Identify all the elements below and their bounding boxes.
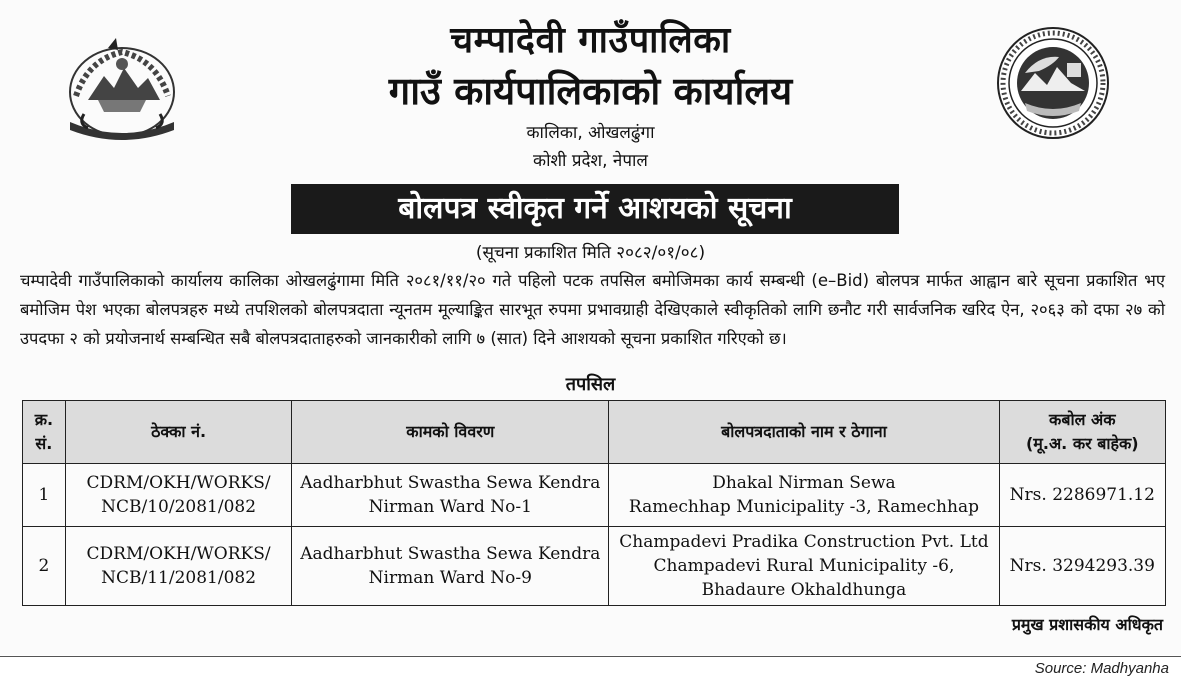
bidder-line2: Champadevi Rural Municipality -6, [653,556,955,576]
header-sn-line2: सं. [35,434,53,453]
source-credit: Source: Madhyanha [1034,660,1169,677]
signatory-title: प्रमुख प्रशासकीय अधिकृत [1011,615,1163,634]
bidder-line2: Ramechhap Municipality -3, Ramechhap [628,497,979,517]
notice-banner-title: बोलपत्र स्वीकृत गर्ने आशयको सूचना [291,184,899,234]
table-row [23,527,1166,606]
header-sn [23,401,66,464]
header-bidder: बोलपत्रदाताको नाम र ठेगाना [609,401,999,464]
header-sn-line1: क्र. [34,410,54,429]
cell-bidder [609,464,999,527]
contract-no-line1: CDRM/OKH/WORKS/ [86,544,271,564]
bidder-line3: Bhadaure Okhaldhunga [701,580,907,600]
work-desc-line1: Aadharbhut Swastha Sewa Kendra [300,544,601,564]
cell-sn: 1 [23,464,66,527]
notice-body: चम्पादेवी गाउँपालिकाको कार्यालय कालिका ओखलढुंगामा मिति २०८१/११/२० गते पहिलो पटक तपसिल बमोजिमका कार्य सम्बन्धी (e–Bid) बोलपत्र मार्फत आह्वान बारे सूचना प्रकाशित भए बमोजिम पेश भएका बोलपत्रहरु मध्ये तपशिलको बोलपत्रदाता न्यूनतम मूल्याङ्कित सारभूत रुपमा प्रभावग्राही देखिएकाले स्वीकृतिको लागि छनौट गरी सार्वजनिक खरिद ऐन, २०६३ को दफा २७ को उपदफा २ को प्रयोजनार्थ सम्बन्धित सबै बोलपत्रदाताहरुको जानकारीको लागि ७ (सात) दिने आशयको सूचना प्रकाशित गरिएको छ। [20,271,1165,348]
cell-contract-no [65,464,292,527]
contract-no-line1: CDRM/OKH/WORKS/ [86,473,271,493]
header-amount-line1: कबोल अंक [1049,410,1116,429]
published-date: (सूचना प्रकाशित मिति २०८२/०१/०८) [475,243,706,263]
table-heading: तपसिल [565,374,616,395]
office-address-line2: कोशी प्रदेश, नेपाल [533,151,648,171]
cell-work-desc [292,464,609,527]
cell-contract-no [65,527,292,606]
table-header-row [23,401,1166,464]
contract-no-line2: NCB/11/2081/082 [101,568,257,588]
bidder-line1: Champadevi Pradika Construction Pvt. Ltd [619,532,989,552]
cell-amount: Nrs. 2286971.12 [999,464,1165,527]
office-title-line1: चम्पादेवी गाउँपालिका [450,20,731,61]
header-amount [999,401,1165,464]
header-contract-no: ठेक्का नं. [65,401,292,464]
table-row [23,464,1166,527]
cell-amount: Nrs. 3294293.39 [999,527,1165,606]
work-desc-line2: Nirman Ward No-9 [368,568,532,588]
header-work-desc: कामको विवरण [292,401,609,464]
work-desc-line2: Nirman Ward No-1 [368,497,532,517]
office-address-line1: कालिका, ओखलढुंगा [526,123,655,143]
cell-bidder [609,527,999,606]
work-desc-line1: Aadharbhut Swastha Sewa Kendra [300,473,601,493]
cell-work-desc [292,527,609,606]
footer-divider [0,656,1181,657]
header-amount-line2: (मू.अ. कर बाहेक) [1025,434,1139,453]
contract-no-line2: NCB/10/2081/082 [101,497,257,517]
bid-details-table [22,400,1166,606]
office-title-line2: गाउँ कार्यपालिकाको कार्यालय [388,69,793,113]
cell-sn: 2 [23,527,66,606]
bidder-line1: Dhakal Nirman Sewa [712,473,896,493]
